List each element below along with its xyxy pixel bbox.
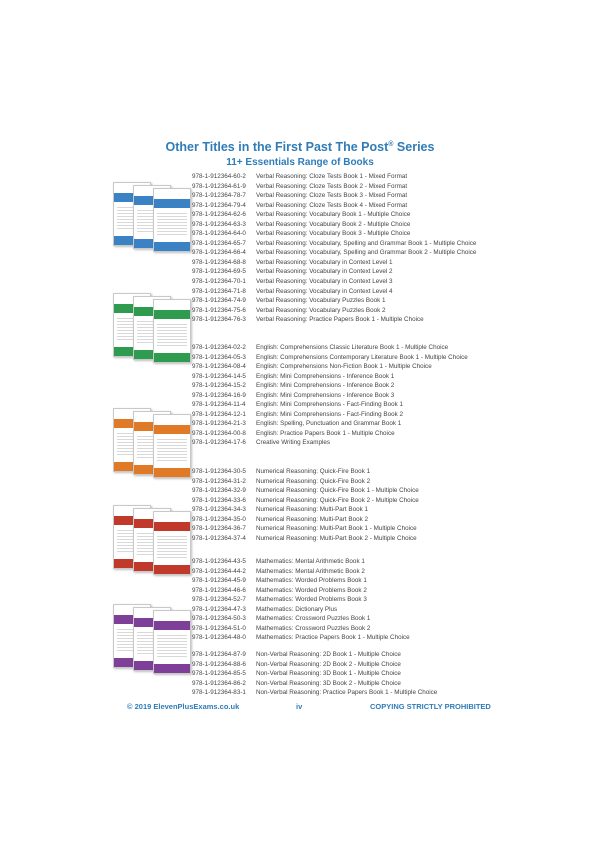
title-row (192, 296, 476, 306)
isbn: 978-1-912364-46-6 (192, 586, 246, 594)
isbn: 978-1-912364-60-2 (192, 173, 246, 180)
title-row (192, 287, 476, 297)
title-row (192, 191, 476, 201)
book-cover (153, 188, 191, 252)
title-row (192, 576, 410, 586)
title-row (192, 201, 476, 211)
title-row (192, 315, 476, 325)
title-row (192, 267, 476, 277)
book-title: Numerical Reasoning: Multi-Part Book 1 - Multiple Choice (256, 525, 417, 533)
title-row (192, 306, 476, 316)
isbn: 978-1-912364-86-2 (192, 679, 246, 687)
book-title: Verbal Reasoning: Vocabulary in Context Level 2 (256, 268, 393, 276)
title-row (192, 362, 468, 372)
title-row (192, 679, 437, 689)
book-title: Mathematics: Practice Papers Book 1 - Multiple Choice (256, 634, 410, 642)
title-row (192, 467, 419, 477)
isbn: 978-1-912364-66-4 (192, 249, 246, 257)
book-title: Verbal Reasoning: Vocabulary Puzzles Book 2 (256, 306, 386, 314)
book-title: Numerical Reasoning: Multi-Part Book 1 (256, 506, 368, 514)
book-title: Non-Verbal Reasoning: Practice Papers Book 1 - Multiple Choice (256, 689, 438, 697)
title-row (192, 688, 437, 698)
book-title: Verbal Reasoning: Practice Papers Book 1 - Multiple Choice (256, 316, 424, 324)
title-row (192, 229, 476, 239)
isbn: 978-1-912364-65-7 (192, 239, 246, 247)
isbn: 978-1-912364-05-3 (192, 353, 246, 361)
isbn: 978-1-912364-64-0 (192, 230, 246, 238)
isbn: 978-1-912364-87-9 (192, 651, 246, 658)
isbn: 978-1-912364-45-9 (192, 577, 246, 585)
title-row (192, 524, 419, 534)
isbn: 978-1-912364-68-8 (192, 258, 246, 266)
book-title: English: Practice Papers Book 1 - Multiple Choice (256, 429, 395, 437)
isbn: 978-1-912364-08-4 (192, 363, 246, 371)
book-title: Mathematics: Mental Arithmetic Book 2 (256, 567, 365, 575)
title-row (192, 353, 468, 363)
isbn: 978-1-912364-17-6 (192, 439, 246, 447)
isbn: 978-1-912364-62-6 (192, 211, 246, 219)
book-title: Mathematics: Mental Arithmetic Book 1 (256, 558, 365, 565)
isbn: 978-1-912364-35-0 (192, 515, 246, 523)
isbn: 978-1-912364-21-3 (192, 420, 246, 428)
title-row (192, 258, 476, 268)
book-title: Verbal Reasoning: Cloze Tests Book 2 - Mixed Format (256, 182, 408, 190)
book-title: English: Mini Comprehensions - Inference Book 3 (256, 391, 395, 399)
page-subtitle: 11+ Essentials Range of Books (226, 157, 374, 168)
title-row (192, 650, 437, 660)
book-title: Numerical Reasoning: Quick-Fire Book 1 (256, 468, 371, 475)
book-title: Mathematics: Dictionary Plus (256, 605, 338, 613)
title-row (192, 372, 468, 382)
title-row (192, 248, 476, 258)
isbn: 978-1-912364-33-6 (192, 496, 246, 504)
book-title: Verbal Reasoning: Vocabulary, Spelling and Grammar Book 2 - Multiple Choice (256, 249, 477, 257)
registered-mark: ® (388, 140, 394, 148)
cover-footer-band (154, 353, 190, 362)
cover-footer-band (154, 468, 190, 477)
book-title: Mathematics: Crossword Puzzles Book 1 (256, 615, 371, 623)
isbn: 978-1-912364-48-0 (192, 634, 246, 642)
book-title: English: Mini Comprehensions - Inference Book 1 (256, 372, 395, 380)
title-row (192, 669, 437, 679)
book-title: Verbal Reasoning: Cloze Tests Book 3 - Mixed Format (256, 192, 408, 200)
isbn: 978-1-912364-71-8 (192, 287, 246, 295)
title-row (192, 210, 476, 220)
title-row (192, 438, 468, 448)
cover-text-lines (157, 437, 187, 463)
cover-footer-band (154, 565, 190, 574)
title-row (192, 515, 419, 525)
book-cover (153, 511, 191, 575)
title-row (192, 391, 468, 401)
mathematics-list (192, 557, 410, 643)
cover-band (154, 425, 190, 434)
isbn: 978-1-912364-52-7 (192, 596, 246, 604)
cover-footer-band (154, 664, 190, 673)
isbn: 978-1-912364-78-7 (192, 192, 246, 200)
book-cover (153, 414, 191, 478)
isbn: 978-1-912364-12-1 (192, 410, 246, 418)
title-row (192, 624, 410, 634)
isbn: 978-1-912364-88-6 (192, 660, 246, 668)
title-row (192, 239, 476, 249)
book-title: Verbal Reasoning: Vocabulary, Spelling and Grammar Book 1 - Multiple Choice (256, 239, 477, 247)
title-row (192, 557, 410, 567)
book-title: Verbal Reasoning: Vocabulary in Context Level 3 (256, 278, 393, 286)
footer-page-number: iv (296, 702, 303, 711)
book-title: Verbal Reasoning: Vocabulary Book 1 - Multiple Choice (256, 211, 411, 219)
book-title: English: Comprehensions Classic Literature Book 1 - Multiple Choice (256, 344, 449, 351)
book-title: English: Comprehensions Non-Fiction Book 1 - Multiple Choice (256, 363, 432, 371)
isbn: 978-1-912364-76-3 (192, 316, 246, 324)
title-row (192, 660, 437, 670)
isbn: 978-1-912364-14-5 (192, 372, 246, 380)
cover-footer-band (154, 242, 190, 251)
title-row (192, 182, 476, 192)
title-row (192, 343, 468, 353)
isbn: 978-1-912364-75-6 (192, 306, 246, 314)
title-row (192, 429, 468, 439)
title-suffix: Series (393, 140, 435, 154)
verbal-reasoning-covers (113, 182, 191, 254)
isbn: 978-1-912364-32-9 (192, 487, 246, 495)
book-title: Non-Verbal Reasoning: 3D Book 2 - Multiple Choice (256, 679, 401, 687)
footer-copyright: © 2019 ElevenPlusExams.co.uk (127, 702, 240, 711)
book-title: Verbal Reasoning: Vocabulary Puzzles Book 1 (256, 297, 386, 305)
verbal-reasoning-list (192, 172, 476, 325)
isbn: 978-1-912364-61-9 (192, 182, 246, 190)
book-title: Verbal Reasoning: Cloze Tests Book 1 - Mixed Format (256, 173, 408, 180)
title-row (192, 496, 419, 506)
isbn: 978-1-912364-16-9 (192, 391, 246, 399)
isbn: 978-1-912364-15-2 (192, 382, 246, 390)
title-row (192, 614, 410, 624)
book-title: Verbal Reasoning: Vocabulary in Context Level 4 (256, 287, 393, 295)
title-row (192, 595, 410, 605)
title-row (192, 477, 419, 487)
title-row (192, 633, 410, 643)
book-title: English: Spelling, Punctuation and Grammar Book 1 (256, 420, 402, 428)
book-title: Verbal Reasoning: Vocabulary Book 2 - Multiple Choice (256, 220, 411, 228)
book-title: Numerical Reasoning: Quick-Fire Book 2 - Multiple Choice (256, 496, 419, 504)
isbn: 978-1-912364-74-9 (192, 297, 246, 305)
page-title (0, 140, 600, 154)
book-title: English: Mini Comprehensions - Fact-Finding Book 2 (256, 410, 403, 418)
book-title: Mathematics: Crossword Puzzles Book 2 (256, 624, 371, 632)
book-title: Mathematics: Worded Problems Book 3 (256, 596, 367, 604)
title-row (192, 605, 410, 615)
isbn: 978-1-912364-51-0 (192, 624, 246, 632)
mathematics-covers (113, 505, 191, 577)
isbn: 978-1-912364-34-3 (192, 506, 246, 514)
cover-text-lines (157, 211, 187, 237)
book-title: Verbal Reasoning: Vocabulary in Context Level 1 (256, 258, 393, 266)
isbn: 978-1-912364-43-5 (192, 558, 246, 565)
book-title: English: Mini Comprehensions - Fact-Finding Book 1 (256, 401, 403, 409)
book-title: Non-Verbal Reasoning: 3D Book 1 - Multiple Choice (256, 670, 401, 678)
cover-band (154, 621, 190, 630)
book-cover (153, 610, 191, 674)
book-title: Mathematics: Worded Problems Book 1 (256, 577, 367, 585)
title-text: Other Titles in the First Past The Post (165, 140, 389, 154)
cover-band (154, 310, 190, 319)
title-row (192, 400, 468, 410)
title-row (192, 486, 419, 496)
title-row (192, 220, 476, 230)
book-title: English: Mini Comprehensions - Inference Book 2 (256, 382, 395, 390)
numerical-reasoning-covers (113, 408, 191, 480)
cover-text-lines (157, 322, 187, 348)
isbn: 978-1-912364-02-2 (192, 344, 246, 351)
book-title: Numerical Reasoning: Multi-Part Book 2 - Multiple Choice (256, 534, 417, 542)
cover-band (154, 522, 190, 531)
title-row (192, 381, 468, 391)
isbn: 978-1-912364-37-4 (192, 534, 246, 542)
isbn: 978-1-912364-50-3 (192, 615, 246, 623)
title-row (192, 410, 468, 420)
isbn: 978-1-912364-44-2 (192, 567, 246, 575)
book-title: Non-Verbal Reasoning: 2D Book 2 - Multiple Choice (256, 660, 401, 668)
isbn: 978-1-912364-31-2 (192, 477, 246, 485)
isbn: 978-1-912364-47-3 (192, 605, 246, 613)
book-title: Verbal Reasoning: Vocabulary Book 3 - Multiple Choice (256, 230, 411, 238)
book-title: Verbal Reasoning: Cloze Tests Book 4 - Mixed Format (256, 201, 408, 209)
cover-band (154, 199, 190, 208)
isbn: 978-1-912364-79-4 (192, 201, 246, 209)
isbn: 978-1-912364-63-3 (192, 220, 246, 228)
cover-text-lines (157, 633, 187, 659)
title-row (192, 172, 476, 182)
book-title: Creative Writing Examples (256, 439, 331, 447)
non-verbal-reasoning-list (192, 650, 437, 698)
book-title: Non-Verbal Reasoning: 2D Book 1 - Multiple Choice (256, 651, 401, 658)
title-row (192, 534, 419, 544)
isbn: 978-1-912364-11-4 (192, 401, 246, 409)
book-title: Mathematics: Worded Problems Book 2 (256, 586, 367, 594)
numerical-reasoning-list (192, 467, 419, 543)
isbn: 978-1-912364-69-5 (192, 268, 246, 276)
book-title: Numerical Reasoning: Multi-Part Book 2 (256, 515, 368, 523)
english-list (192, 343, 468, 448)
isbn: 978-1-912364-30-5 (192, 468, 246, 475)
cover-text-lines (157, 534, 187, 560)
isbn: 978-1-912364-85-5 (192, 670, 246, 678)
isbn: 978-1-912364-83-1 (192, 689, 246, 697)
book-title: English: Comprehensions Contemporary Literature Book 1 - Multiple Choice (256, 353, 468, 361)
title-row (192, 567, 410, 577)
isbn: 978-1-912364-00-8 (192, 429, 246, 437)
title-row (192, 419, 468, 429)
isbn: 978-1-912364-36-7 (192, 525, 246, 533)
footer-notice: COPYING STRICTLY PROHIBITED (370, 702, 491, 711)
book-title: Numerical Reasoning: Quick-Fire Book 1 - Multiple Choice (256, 487, 419, 495)
title-row (192, 505, 419, 515)
book-cover (153, 299, 191, 363)
english-covers (113, 293, 191, 365)
title-row (192, 586, 410, 596)
isbn: 978-1-912364-70-1 (192, 278, 246, 286)
book-title: Numerical Reasoning: Quick-Fire Book 2 (256, 477, 371, 485)
title-row (192, 277, 476, 287)
non-verbal-reasoning-covers (113, 604, 191, 676)
